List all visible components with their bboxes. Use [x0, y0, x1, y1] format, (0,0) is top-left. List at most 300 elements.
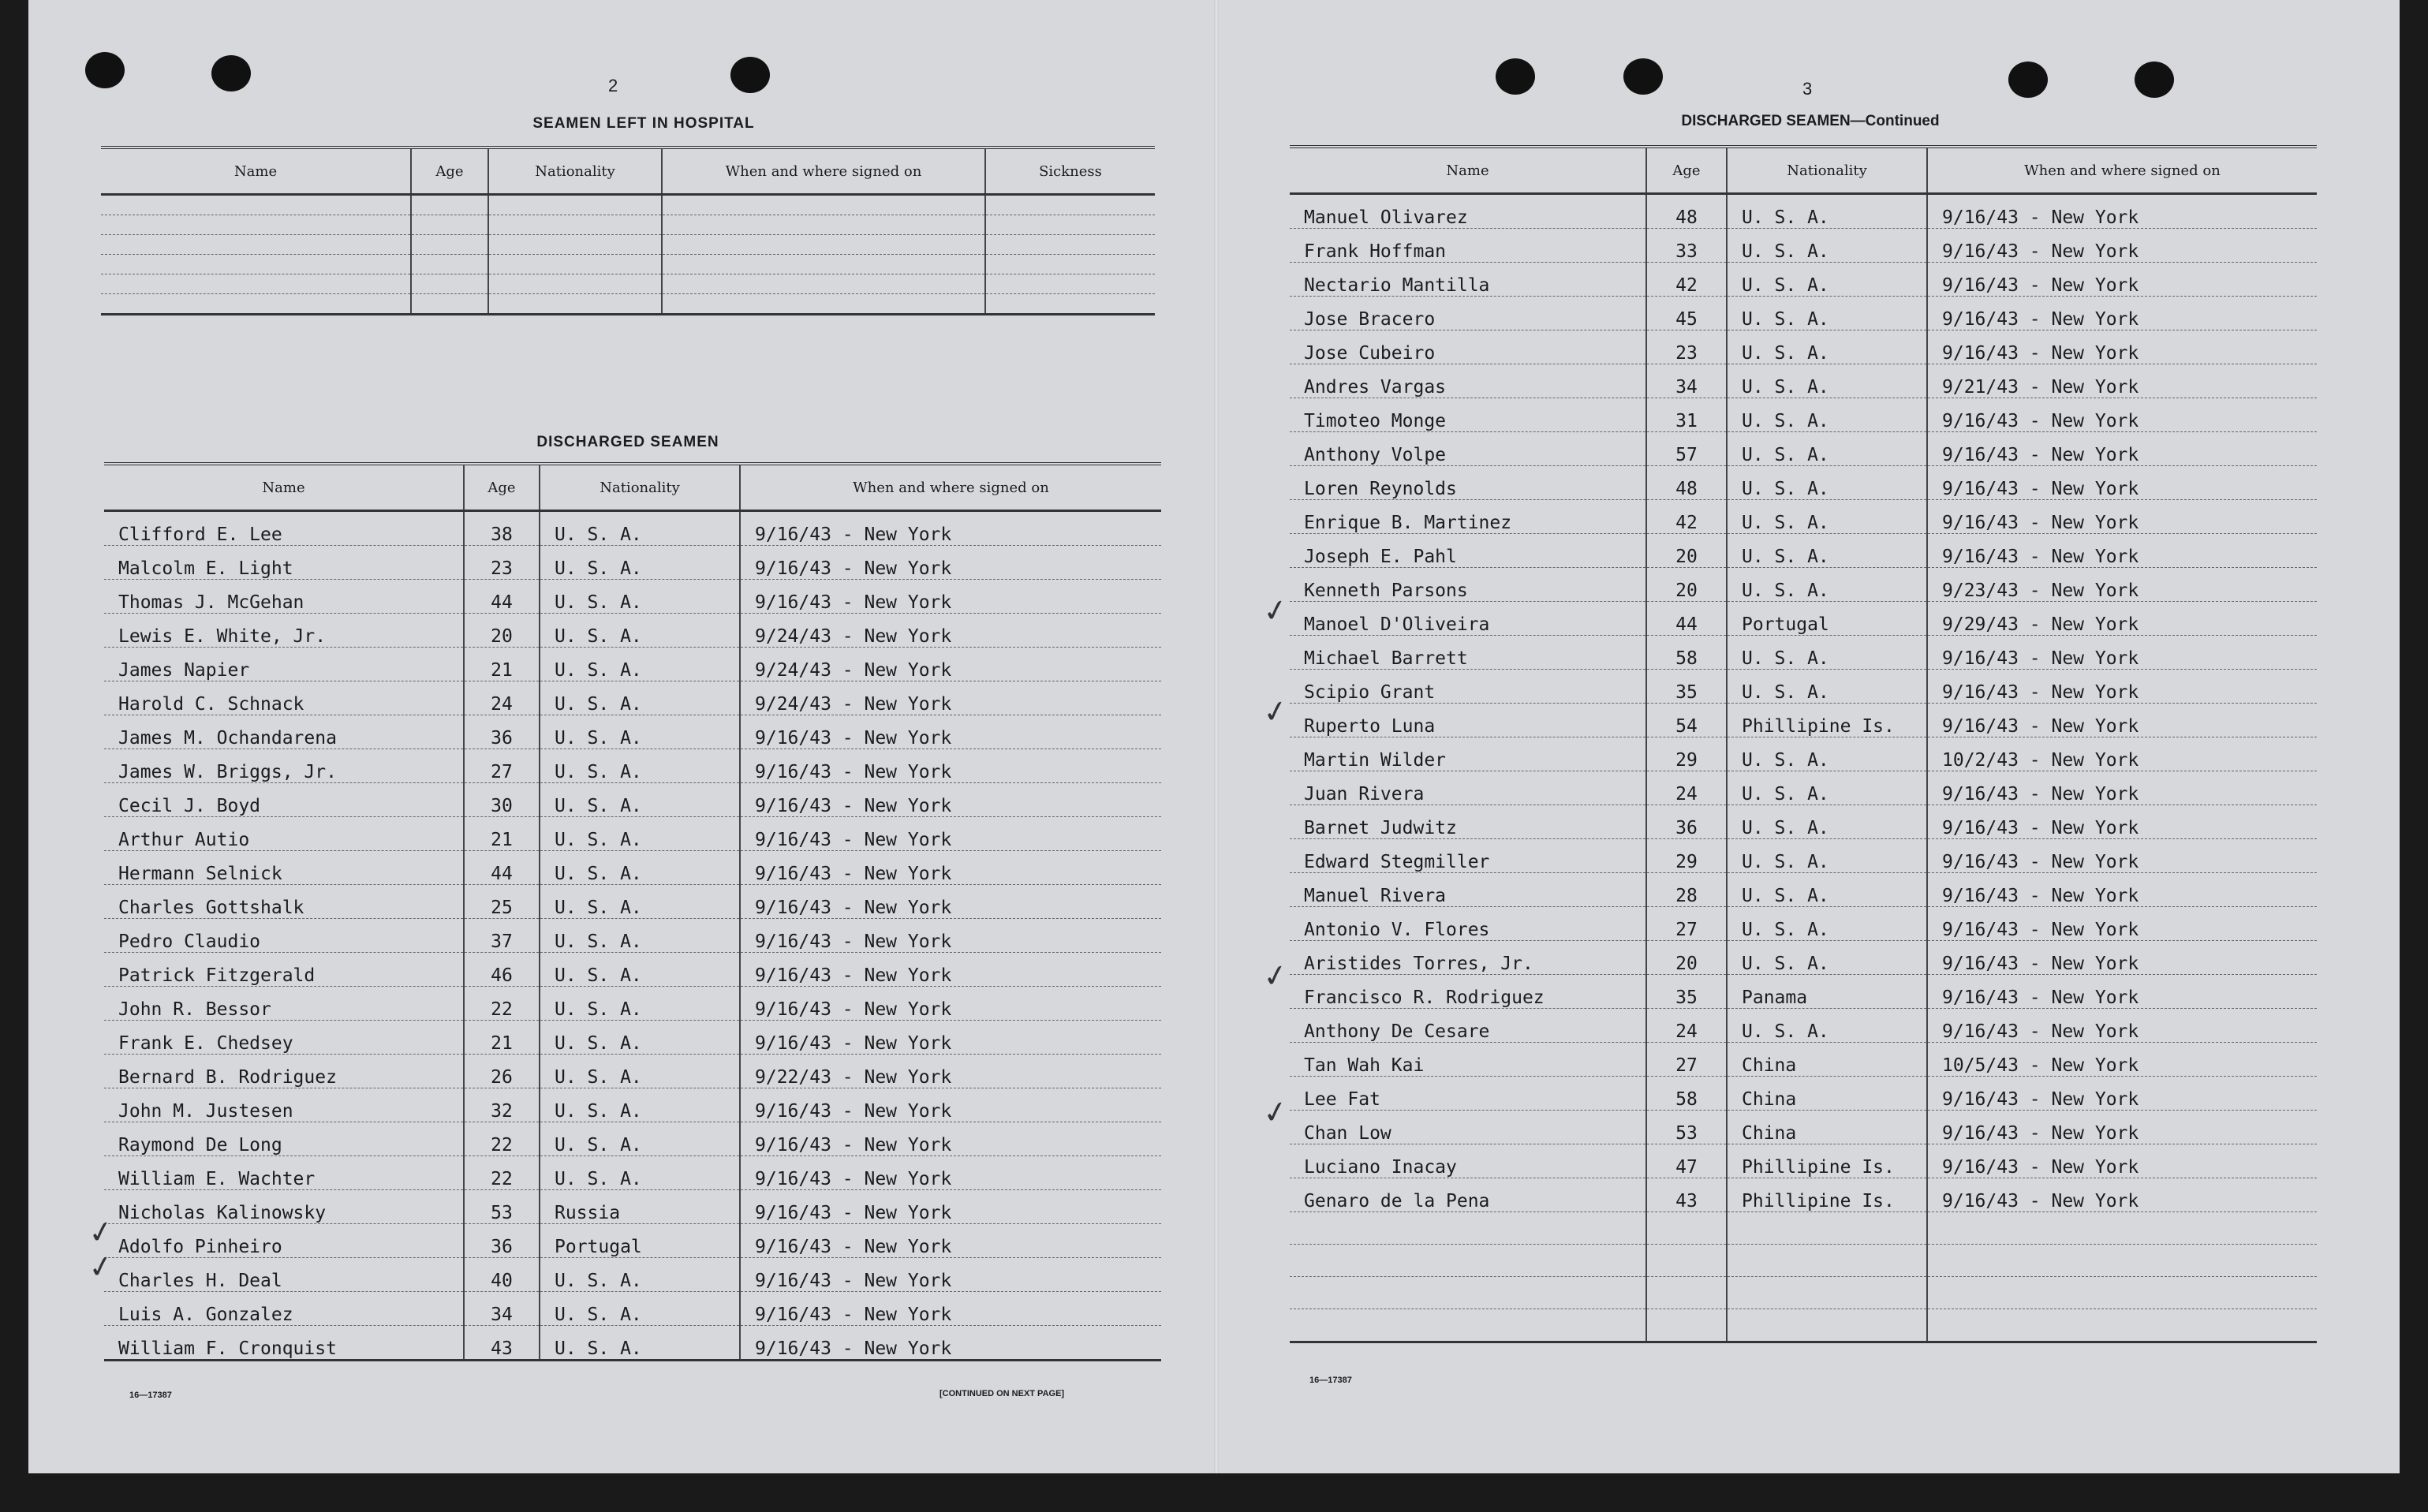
cell-signed-on: 9/16/43 - New York [740, 1088, 1161, 1122]
cell-nationality: U. S. A. [540, 987, 740, 1021]
table-row [1290, 330, 2317, 364]
table-row [104, 1088, 1161, 1122]
discharged-table [104, 462, 1161, 1361]
cell-signed-on: 9/24/43 - New York [740, 681, 1161, 715]
discharged-continued-table [1290, 145, 2317, 1343]
table-row [104, 851, 1161, 885]
cell-name: Tan Wah Kai [1290, 1043, 1646, 1077]
cell-signed-on: 9/16/43 - New York [1927, 805, 2317, 839]
blank-cell [488, 195, 662, 215]
cell-age: 22 [464, 987, 540, 1021]
blank-cell [488, 255, 662, 274]
blank-cell [985, 255, 1155, 274]
cell-name: Bernard B. Rodriguez [104, 1055, 464, 1088]
blank-cell [488, 215, 662, 235]
cell-signed-on: 9/16/43 - New York [1927, 398, 2317, 432]
blank-row [101, 255, 1155, 274]
cell-age: 27 [464, 749, 540, 783]
blank-cell [662, 255, 985, 274]
cell-nationality: U. S. A. [540, 580, 740, 614]
check-mark: ✓ [1260, 692, 1291, 731]
blank-cell [1727, 1212, 1927, 1245]
cell-name: Timoteo Monge [1290, 398, 1646, 432]
cell-age: 20 [1646, 568, 1727, 602]
cell-name: Frank E. Chedsey [104, 1021, 464, 1055]
table-row [1290, 805, 2317, 839]
cell-signed-on: 9/24/43 - New York [740, 614, 1161, 648]
cell-signed-on: 9/16/43 - New York [740, 580, 1161, 614]
blank-cell [1646, 1245, 1727, 1277]
cell-age: 38 [464, 511, 540, 546]
cell-name: Ruperto Luna [1290, 704, 1646, 737]
check-mark: ✓ [85, 1212, 117, 1252]
cell-age: 35 [1646, 975, 1727, 1009]
blank-cell [1927, 1212, 2317, 1245]
blank-cell [488, 235, 662, 255]
cell-nationality: U. S. A. [1727, 636, 1927, 670]
cell-signed-on: 9/16/43 - New York [740, 987, 1161, 1021]
cell-nationality: U. S. A. [540, 648, 740, 681]
table-row [1290, 704, 2317, 737]
table-row [1290, 873, 2317, 907]
left-page [28, 0, 1214, 1473]
cell-signed-on: 9/16/43 - New York [740, 953, 1161, 987]
cell-age: 53 [464, 1190, 540, 1224]
cell-nationality: Phillipine Is. [1727, 704, 1927, 737]
cell-signed-on: 9/23/43 - New York [1927, 568, 2317, 602]
blank-cell [1646, 1309, 1727, 1342]
cell-signed-on: 9/16/43 - New York [740, 1292, 1161, 1326]
cell-nationality: U. S. A. [540, 1055, 740, 1088]
cell-age: 40 [464, 1258, 540, 1292]
cell-age: 48 [1646, 194, 1727, 229]
cell-name: Kenneth Parsons [1290, 568, 1646, 602]
cell-age: 24 [1646, 1009, 1727, 1043]
column-header-name: Name [104, 464, 464, 511]
table-row [104, 580, 1161, 614]
cell-name: Malcolm E. Light [104, 546, 464, 580]
column-header-age: Age [464, 464, 540, 511]
cell-name: Jose Bracero [1290, 297, 1646, 330]
cell-signed-on: 9/16/43 - New York [740, 1190, 1161, 1224]
cell-signed-on: 9/16/43 - New York [740, 1156, 1161, 1190]
table-row [104, 885, 1161, 919]
blank-cell [985, 215, 1155, 235]
cell-name: Lee Fat [1290, 1077, 1646, 1111]
cell-signed-on: 9/16/43 - New York [1927, 670, 2317, 704]
cell-age: 44 [464, 580, 540, 614]
cell-name: William E. Wachter [104, 1156, 464, 1190]
cell-name: Lewis E. White, Jr. [104, 614, 464, 648]
cell-signed-on: 9/16/43 - New York [1927, 975, 2317, 1009]
blank-row [1290, 1212, 2317, 1245]
cell-signed-on: 9/16/43 - New York [1927, 1009, 2317, 1043]
table-row [1290, 568, 2317, 602]
cell-nationality: U. S. A. [540, 1021, 740, 1055]
cell-nationality: Phillipine Is. [1727, 1144, 1927, 1178]
table-row [1290, 602, 2317, 636]
blank-cell [662, 195, 985, 215]
right-page [1219, 0, 2400, 1473]
cell-signed-on: 10/2/43 - New York [1927, 737, 2317, 771]
table-row [104, 511, 1161, 546]
cell-nationality: U. S. A. [1727, 398, 1927, 432]
cell-nationality: U. S. A. [1727, 466, 1927, 500]
cell-age: 22 [464, 1156, 540, 1190]
cell-signed-on: 9/16/43 - New York [740, 817, 1161, 851]
blank-cell [1290, 1277, 1646, 1309]
cell-name: Jose Cubeiro [1290, 330, 1646, 364]
blank-cell [411, 274, 488, 294]
blank-row [101, 235, 1155, 255]
cell-nationality: U. S. A. [540, 681, 740, 715]
cell-name: Andres Vargas [1290, 364, 1646, 398]
table-row [1290, 466, 2317, 500]
cell-nationality: U. S. A. [540, 1088, 740, 1122]
cell-signed-on: 9/16/43 - New York [740, 851, 1161, 885]
cell-nationality: U. S. A. [540, 919, 740, 953]
cell-name: Frank Hoffman [1290, 229, 1646, 263]
table-row [104, 1258, 1161, 1292]
check-mark: ✓ [1260, 956, 1291, 995]
cell-signed-on: 9/16/43 - New York [1927, 263, 2317, 297]
cell-name: Edward Stegmiller [1290, 839, 1646, 873]
cell-signed-on: 9/16/43 - New York [740, 1122, 1161, 1156]
cell-age: 34 [1646, 364, 1727, 398]
form-number: 16—17387 [129, 1391, 172, 1400]
cell-age: 24 [1646, 771, 1727, 805]
cell-age: 20 [1646, 941, 1727, 975]
cell-age: 20 [464, 614, 540, 648]
cell-age: 27 [1646, 1043, 1727, 1077]
blank-cell [1927, 1277, 2317, 1309]
cell-name: Charles H. Deal [104, 1258, 464, 1292]
cell-age: 27 [1646, 907, 1727, 941]
cell-name: William F. Cronquist [104, 1326, 464, 1361]
blank-cell [1290, 1309, 1646, 1342]
table-row [1290, 771, 2317, 805]
cell-age: 42 [1646, 500, 1727, 534]
column-header-signed-on: When and where signed on [662, 147, 985, 195]
cell-name: Enrique B. Martinez [1290, 500, 1646, 534]
cell-nationality: U. S. A. [1727, 500, 1927, 534]
blank-cell [662, 215, 985, 235]
column-header-nationality: Nationality [488, 147, 662, 195]
cell-signed-on: 9/16/43 - New York [1927, 330, 2317, 364]
table-row [1290, 1144, 2317, 1178]
blank-cell [1646, 1212, 1727, 1245]
form-number: 16—17387 [1309, 1376, 1352, 1385]
table-row [104, 715, 1161, 749]
table-row [104, 681, 1161, 715]
cell-name: Anthony De Cesare [1290, 1009, 1646, 1043]
cell-name: Antonio V. Flores [1290, 907, 1646, 941]
cell-age: 21 [464, 1021, 540, 1055]
cell-signed-on: 9/24/43 - New York [740, 648, 1161, 681]
cell-nationality: U. S. A. [1727, 194, 1927, 229]
cell-age: 22 [464, 1122, 540, 1156]
cell-nationality: U. S. A. [540, 511, 740, 546]
table-row [1290, 1077, 2317, 1111]
cell-age: 54 [1646, 704, 1727, 737]
cell-signed-on: 9/16/43 - New York [1927, 907, 2317, 941]
page-number: 2 [608, 76, 618, 95]
blank-cell [1927, 1309, 2317, 1342]
cell-age: 28 [1646, 873, 1727, 907]
cell-age: 20 [1646, 534, 1727, 568]
cell-signed-on: 9/16/43 - New York [1927, 873, 2317, 907]
table-row [104, 546, 1161, 580]
cell-name: Manuel Olivarez [1290, 194, 1646, 229]
cell-name: Thomas J. McGehan [104, 580, 464, 614]
table-row [104, 749, 1161, 783]
blank-row [1290, 1245, 2317, 1277]
blank-cell [411, 215, 488, 235]
cell-signed-on: 9/16/43 - New York [740, 546, 1161, 580]
table-row [104, 614, 1161, 648]
check-mark: ✓ [1260, 591, 1291, 630]
cell-signed-on: 9/29/43 - New York [1927, 602, 2317, 636]
cell-age: 45 [1646, 297, 1727, 330]
cell-signed-on: 9/16/43 - New York [740, 1021, 1161, 1055]
cell-age: 47 [1646, 1144, 1727, 1178]
table-row [1290, 941, 2317, 975]
cell-name: James Napier [104, 648, 464, 681]
cell-age: 36 [1646, 805, 1727, 839]
cell-nationality: U. S. A. [1727, 839, 1927, 873]
blank-row [101, 195, 1155, 215]
table-row [104, 648, 1161, 681]
cell-name: Clifford E. Lee [104, 511, 464, 546]
blank-cell [1290, 1212, 1646, 1245]
blank-cell [101, 195, 411, 215]
cell-name: Hermann Selnick [104, 851, 464, 885]
cell-age: 21 [464, 817, 540, 851]
cell-name: Loren Reynolds [1290, 466, 1646, 500]
cell-nationality: U. S. A. [540, 885, 740, 919]
cell-age: 31 [1646, 398, 1727, 432]
cell-nationality: U. S. A. [1727, 364, 1927, 398]
cell-signed-on: 9/22/43 - New York [740, 1055, 1161, 1088]
blank-cell [101, 294, 411, 315]
cell-name: John R. Bessor [104, 987, 464, 1021]
cell-signed-on: 9/16/43 - New York [1927, 1144, 2317, 1178]
page-number: 3 [1802, 79, 1813, 99]
cell-nationality: Phillipine Is. [1727, 1178, 1927, 1212]
cell-signed-on: 9/16/43 - New York [740, 783, 1161, 817]
cell-nationality: U. S. A. [1727, 432, 1927, 466]
cell-name: Manoel D'Oliveira [1290, 602, 1646, 636]
hospital-table [101, 146, 1155, 315]
cell-name: Luis A. Gonzalez [104, 1292, 464, 1326]
cell-name: Francisco R. Rodriguez [1290, 975, 1646, 1009]
blank-cell [101, 255, 411, 274]
cell-name: Arthur Autio [104, 817, 464, 851]
cell-signed-on: 9/16/43 - New York [1927, 941, 2317, 975]
cell-age: 42 [1646, 263, 1727, 297]
cell-age: 44 [1646, 602, 1727, 636]
cell-signed-on: 9/16/43 - New York [1927, 1111, 2317, 1144]
cell-nationality: U. S. A. [540, 1258, 740, 1292]
blank-cell [1927, 1245, 2317, 1277]
cell-age: 58 [1646, 1077, 1727, 1111]
cell-age: 46 [464, 953, 540, 987]
column-header-sickness: Sickness [985, 147, 1155, 195]
cell-name: Aristides Torres, Jr. [1290, 941, 1646, 975]
cell-name: Nicholas Kalinowsky [104, 1190, 464, 1224]
blank-row [1290, 1309, 2317, 1342]
blank-cell [101, 235, 411, 255]
document-spread [28, 0, 2400, 1473]
cell-age: 44 [464, 851, 540, 885]
table-row [1290, 1009, 2317, 1043]
discharged-section-title: DISCHARGED SEAMEN [536, 434, 719, 450]
cell-nationality: U. S. A. [1727, 568, 1927, 602]
table-row [1290, 1043, 2317, 1077]
cell-signed-on: 9/16/43 - New York [1927, 704, 2317, 737]
cell-name: Patrick Fitzgerald [104, 953, 464, 987]
blank-row [1290, 1277, 2317, 1309]
cell-age: 29 [1646, 737, 1727, 771]
cell-age: 48 [1646, 466, 1727, 500]
cell-nationality: U. S. A. [1727, 534, 1927, 568]
cell-name: Pedro Claudio [104, 919, 464, 953]
cell-signed-on: 9/16/43 - New York [1927, 771, 2317, 805]
cell-nationality: U. S. A. [540, 1122, 740, 1156]
continued-section-title: DISCHARGED SEAMEN—Continued [1681, 113, 1940, 129]
cell-name: John M. Justesen [104, 1088, 464, 1122]
blank-cell [411, 235, 488, 255]
blank-cell [488, 274, 662, 294]
table-row [1290, 297, 2317, 330]
table-row [104, 1122, 1161, 1156]
cell-age: 34 [464, 1292, 540, 1326]
continued-note: [CONTINUED ON NEXT PAGE] [939, 1389, 1065, 1398]
cell-signed-on: 9/16/43 - New York [1927, 297, 2317, 330]
blank-cell [101, 215, 411, 235]
cell-nationality: China [1727, 1043, 1927, 1077]
blank-row [101, 215, 1155, 235]
cell-name: Harold C. Schnack [104, 681, 464, 715]
cell-age: 26 [464, 1055, 540, 1088]
cell-age: 25 [464, 885, 540, 919]
cell-nationality: U. S. A. [1727, 263, 1927, 297]
cell-nationality: U. S. A. [1727, 873, 1927, 907]
cell-nationality: China [1727, 1077, 1927, 1111]
blank-cell [411, 294, 488, 315]
cell-nationality: U. S. A. [1727, 941, 1927, 975]
cell-signed-on: 9/16/43 - New York [1927, 466, 2317, 500]
cell-age: 37 [464, 919, 540, 953]
cell-age: 33 [1646, 229, 1727, 263]
blank-cell [985, 195, 1155, 215]
blank-cell [1727, 1245, 1927, 1277]
cell-signed-on: 9/16/43 - New York [740, 919, 1161, 953]
cell-nationality: U. S. A. [540, 1156, 740, 1190]
cell-signed-on: 9/21/43 - New York [1927, 364, 2317, 398]
table-row [1290, 907, 2317, 941]
blank-cell [411, 255, 488, 274]
cell-age: 35 [1646, 670, 1727, 704]
cell-signed-on: 9/16/43 - New York [1927, 636, 2317, 670]
cell-nationality: Portugal [1727, 602, 1927, 636]
cell-age: 32 [464, 1088, 540, 1122]
table-row [1290, 263, 2317, 297]
table-row [1290, 229, 2317, 263]
table-row [104, 953, 1161, 987]
cell-nationality: U. S. A. [1727, 297, 1927, 330]
blank-cell [1646, 1277, 1727, 1309]
cell-nationality: U. S. A. [540, 715, 740, 749]
blank-row [101, 274, 1155, 294]
cell-nationality: U. S. A. [540, 614, 740, 648]
cell-age: 43 [464, 1326, 540, 1361]
cell-signed-on: 9/16/43 - New York [740, 511, 1161, 546]
table-row [104, 1326, 1161, 1361]
table-row [104, 1055, 1161, 1088]
cell-name: Manuel Rivera [1290, 873, 1646, 907]
check-mark: ✓ [1260, 1092, 1291, 1132]
cell-nationality: U. S. A. [1727, 330, 1927, 364]
cell-nationality: U. S. A. [540, 1326, 740, 1361]
table-row [1290, 432, 2317, 466]
cell-nationality: U. S. A. [1727, 907, 1927, 941]
blank-cell [1290, 1245, 1646, 1277]
cell-name: Barnet Judwitz [1290, 805, 1646, 839]
cell-name: Martin Wilder [1290, 737, 1646, 771]
cell-nationality: Panama [1727, 975, 1927, 1009]
cell-nationality: U. S. A. [1727, 1009, 1927, 1043]
cell-signed-on: 9/16/43 - New York [1927, 1077, 2317, 1111]
table-row [104, 987, 1161, 1021]
cell-nationality: Russia [540, 1190, 740, 1224]
cell-signed-on: 9/16/43 - New York [1927, 229, 2317, 263]
cell-name: Cecil J. Boyd [104, 783, 464, 817]
column-header-signed-on: When and where signed on [1927, 147, 2317, 194]
cell-signed-on: 9/16/43 - New York [1927, 839, 2317, 873]
blank-cell [1727, 1277, 1927, 1309]
table-row [1290, 1178, 2317, 1212]
cell-signed-on: 9/16/43 - New York [740, 885, 1161, 919]
column-header-name: Name [101, 147, 411, 195]
cell-name: Scipio Grant [1290, 670, 1646, 704]
cell-nationality: U. S. A. [1727, 805, 1927, 839]
cell-name: Genaro de la Pena [1290, 1178, 1646, 1212]
column-header-signed-on: When and where signed on [740, 464, 1161, 511]
cell-signed-on: 9/16/43 - New York [1927, 534, 2317, 568]
cell-age: 21 [464, 648, 540, 681]
table-row [104, 1021, 1161, 1055]
cell-age: 57 [1646, 432, 1727, 466]
blank-row [101, 294, 1155, 315]
table-row [104, 1292, 1161, 1326]
blank-cell [662, 274, 985, 294]
cell-name: Nectario Mantilla [1290, 263, 1646, 297]
cell-signed-on: 9/16/43 - New York [1927, 432, 2317, 466]
table-row [1290, 839, 2317, 873]
cell-name: Chan Low [1290, 1111, 1646, 1144]
cell-age: 36 [464, 1224, 540, 1258]
blank-cell [101, 274, 411, 294]
cell-nationality: U. S. A. [540, 817, 740, 851]
blank-cell [1727, 1309, 1927, 1342]
cell-name: Juan Rivera [1290, 771, 1646, 805]
cell-nationality: U. S. A. [540, 1292, 740, 1326]
table-row [1290, 398, 2317, 432]
cell-signed-on: 9/16/43 - New York [1927, 1178, 2317, 1212]
table-row [1290, 737, 2317, 771]
cell-name: Luciano Inacay [1290, 1144, 1646, 1178]
